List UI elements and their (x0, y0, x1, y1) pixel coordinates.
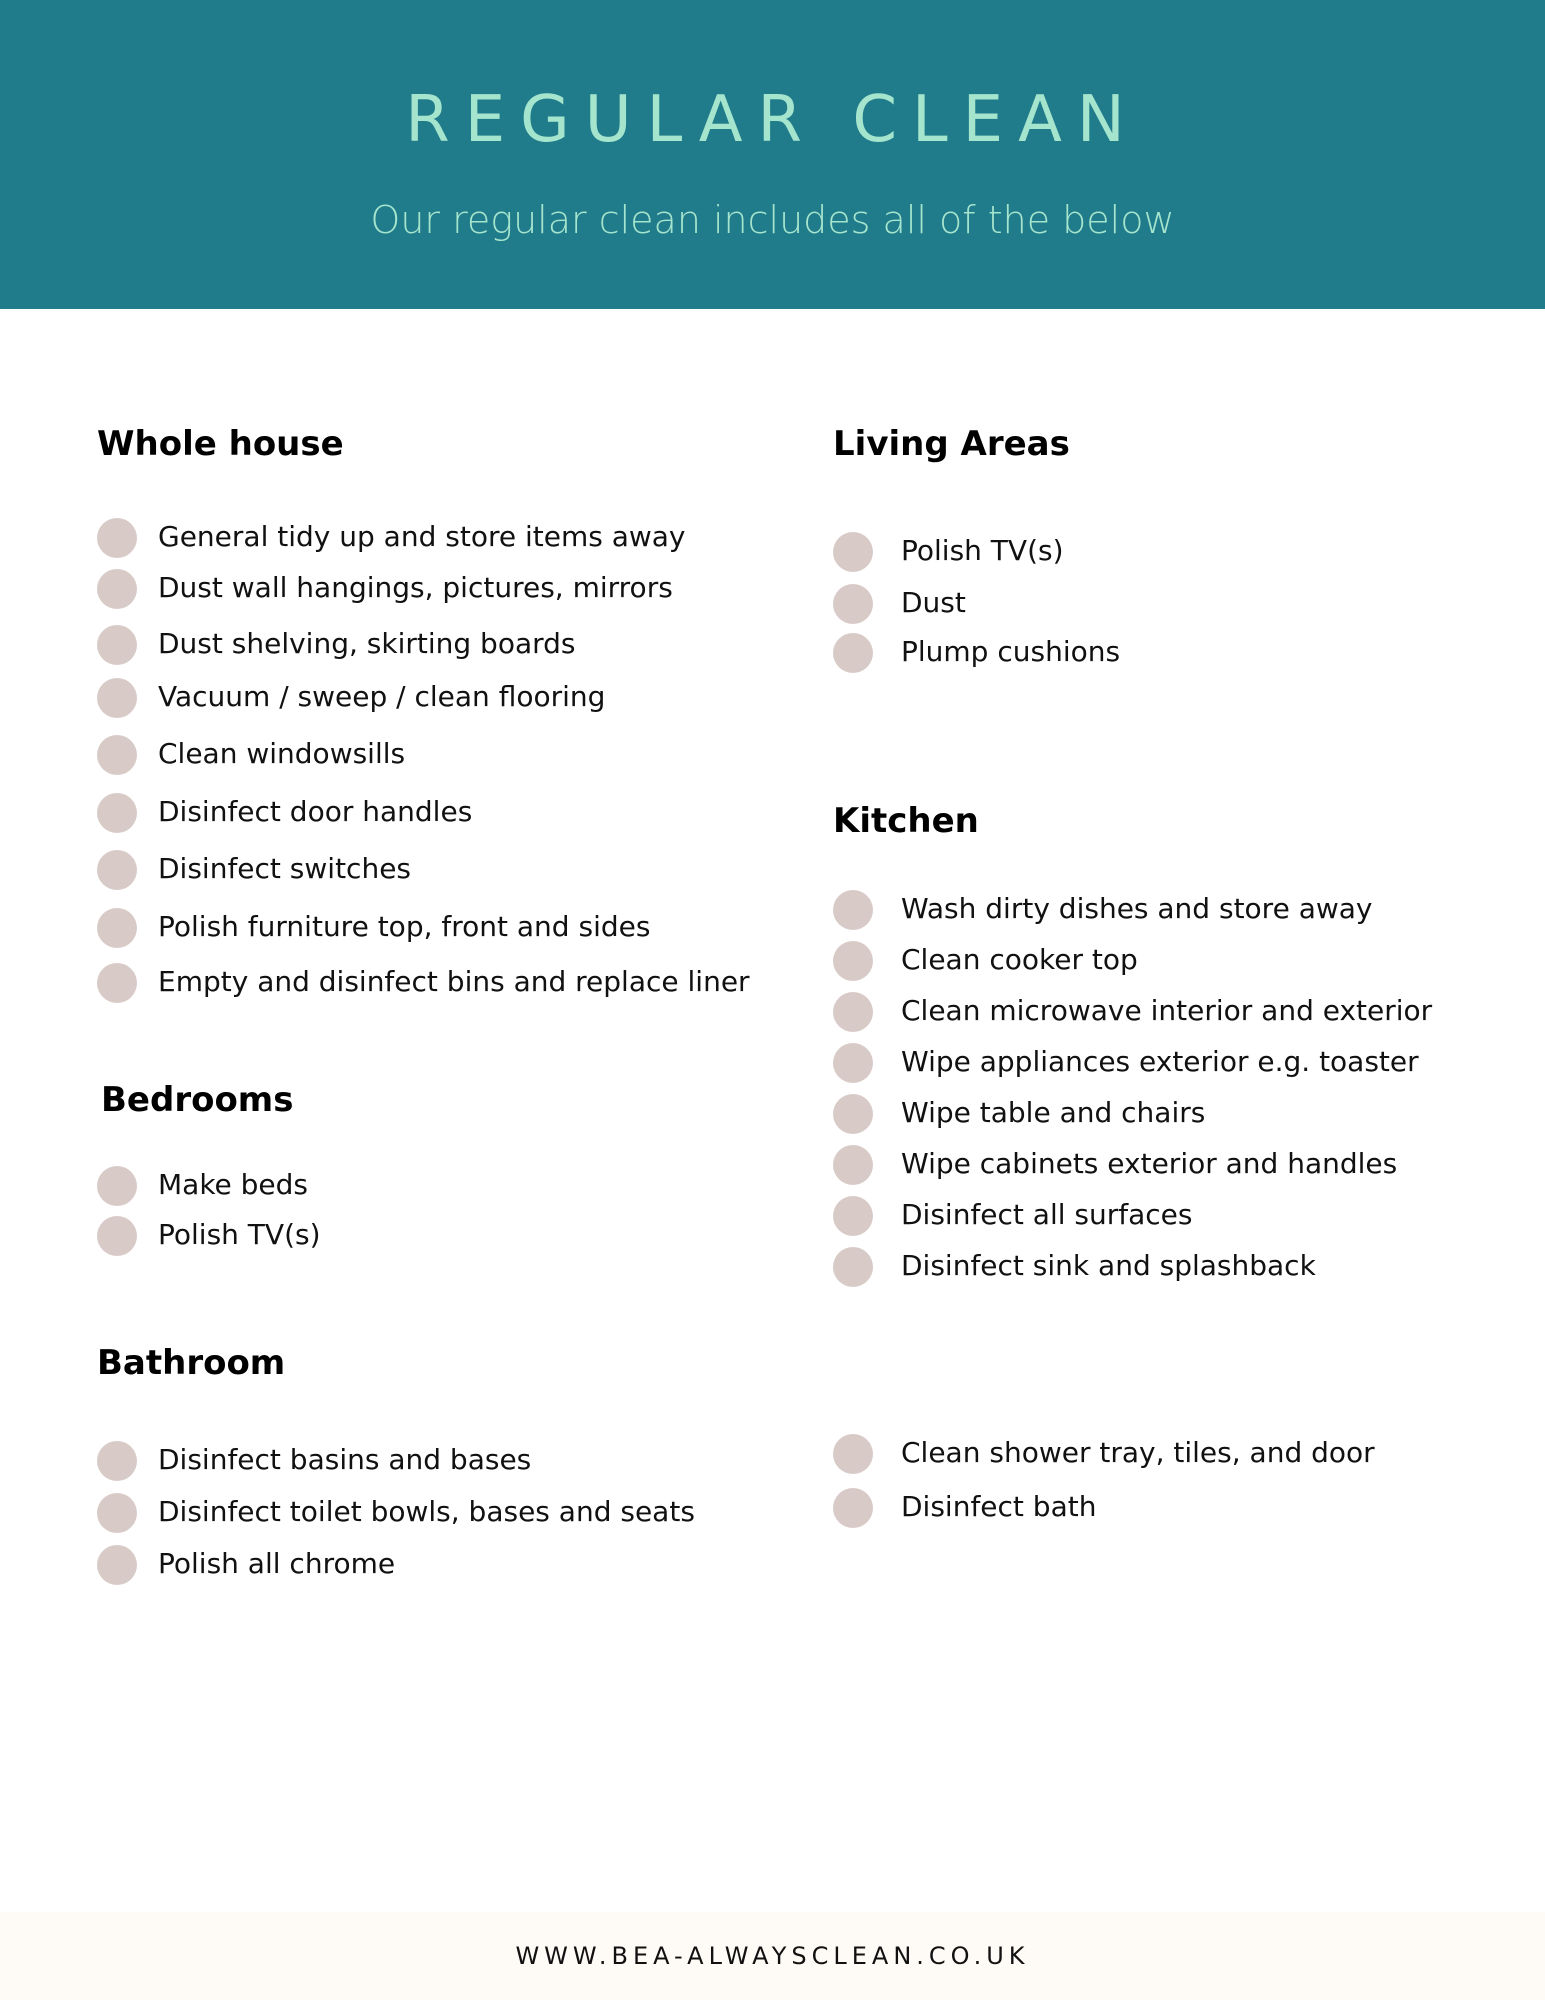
bullet-circle-icon (833, 1434, 873, 1474)
section-title-whole-house: Whole house (97, 424, 344, 464)
bullet-circle-icon (833, 1043, 873, 1083)
section-title-bathroom: Bathroom (97, 1343, 286, 1383)
bullet-circle-icon (833, 584, 873, 624)
bullet-circle-icon (97, 518, 137, 558)
bullet-circle-icon (97, 569, 137, 609)
bullet-circle-icon (833, 1488, 873, 1528)
footer-website-link[interactable]: WWW.BEA-ALWAYSCLEAN.CO.UK (515, 1942, 1030, 1970)
section-title-living-areas: Living Areas (833, 424, 1070, 464)
bullet-circle-icon (833, 941, 873, 981)
bullet-circle-icon (833, 1247, 873, 1287)
section-title-kitchen: Kitchen (833, 801, 979, 841)
bullet-circle-icon (833, 1094, 873, 1134)
bullet-circle-icon (833, 633, 873, 673)
page-title: REGULAR CLEAN (405, 83, 1140, 157)
bullet-circle-icon (97, 1441, 137, 1481)
bullet-circle-icon (97, 850, 137, 890)
page-subtitle: Our regular clean includes all of the below (370, 198, 1175, 242)
bullet-circle-icon (97, 1545, 137, 1585)
bullet-circle-icon (97, 625, 137, 665)
bullet-circle-icon (97, 1216, 137, 1256)
bullet-circle-icon (833, 890, 873, 930)
bullet-circle-icon (97, 1166, 137, 1206)
bullet-circle-icon (97, 963, 137, 1003)
bullet-circle-icon (833, 532, 873, 572)
bullet-circle-icon (833, 1196, 873, 1236)
section-title-bedrooms: Bedrooms (101, 1080, 294, 1120)
bullet-circle-icon (97, 678, 137, 718)
header-banner (0, 0, 1545, 309)
bullet-circle-icon (97, 908, 137, 948)
footer-bar (0, 1912, 1545, 2000)
bullet-circle-icon (97, 735, 137, 775)
bullet-circle-icon (97, 1493, 137, 1533)
bullet-circle-icon (833, 1145, 873, 1185)
bullet-circle-icon (833, 992, 873, 1032)
bullet-circle-icon (97, 793, 137, 833)
